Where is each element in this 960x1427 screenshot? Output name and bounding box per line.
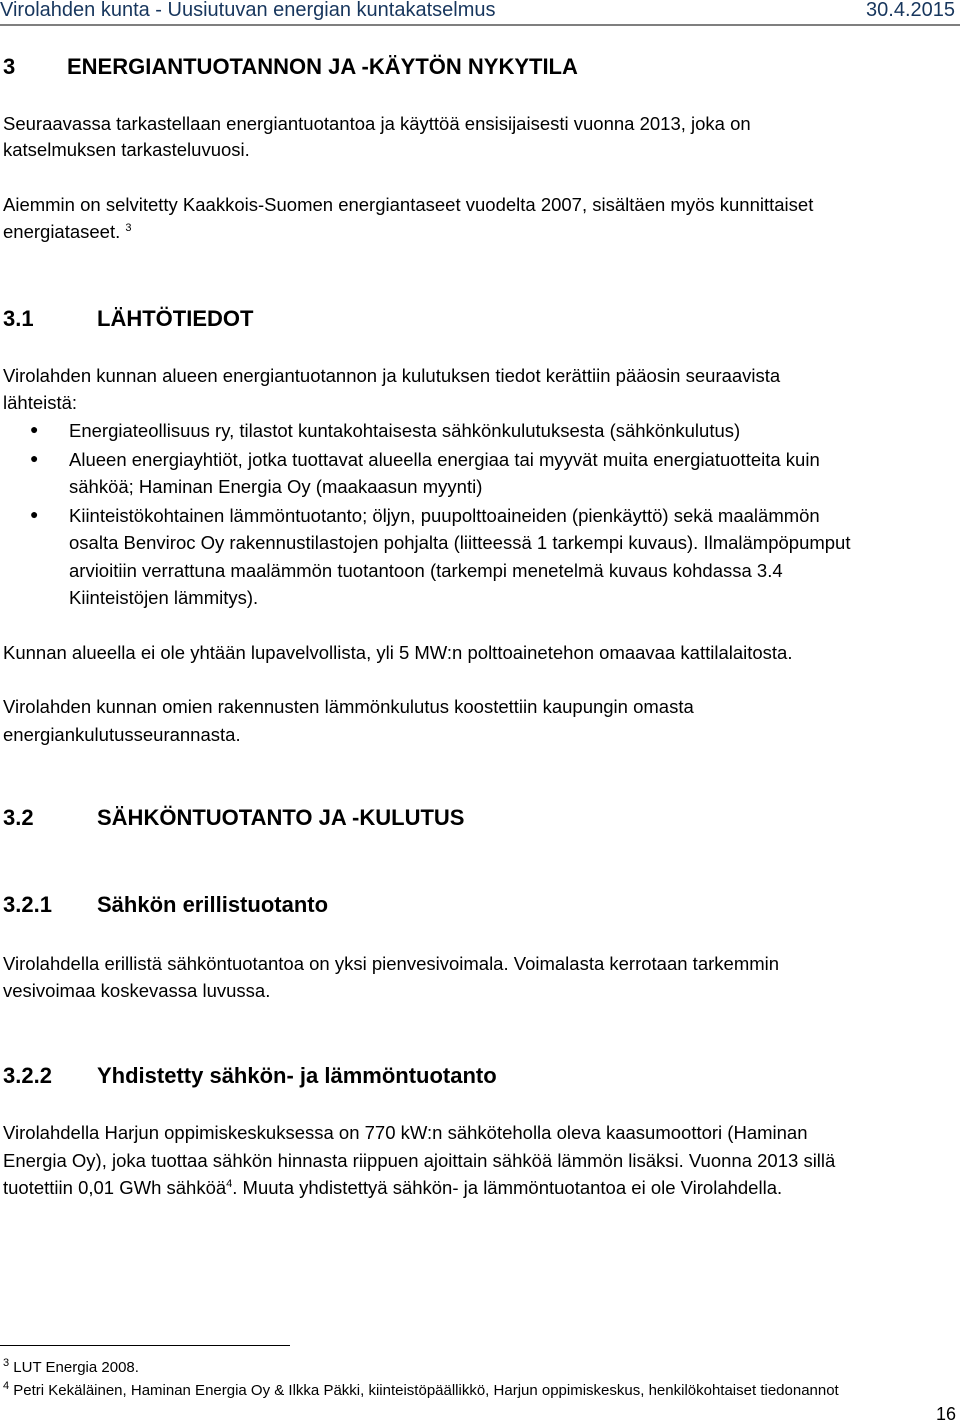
footnote-number: 4 [3, 1380, 10, 1392]
paragraph-line: Aiemmin on selvitetty Kaakkois-Suomen energiantaseet vuodelta 2007, sisältäen myös kunnittaiset [3, 194, 814, 215]
paragraph-line: Virolahdella erillistä sähköntuotantoa on yksi pienvesivoimala. Voimalasta kerrotaan tarkemmin [3, 953, 780, 974]
subsection-title: LÄHTÖTIEDOT [97, 306, 254, 331]
footnote-separator [0, 1345, 290, 1346]
paragraph-line-with-footnote [3, 1174, 782, 1202]
paragraph-line: katselmuksen tarkasteluvuosi. [3, 139, 250, 160]
paragraph-text: energiataseet. [3, 221, 121, 242]
bullet-icon: ● [30, 506, 39, 522]
paragraph-line: Virolahden kunnan omien rakennusten lämmönkulutus koostettiin kaupungin omasta [3, 696, 694, 717]
paragraph-text: . Muuta yhdistettyä sähkön- ja lämmöntuotantoa ei ole Virolahdella. [232, 1177, 783, 1198]
paragraph-line: vesivoimaa koskevassa luvussa. [3, 980, 271, 1001]
bullet-icon: ● [30, 450, 39, 466]
subsubsection-title: Yhdistetty sähkön- ja lämmöntuotanto [97, 1063, 497, 1088]
list-item-continued: sähköä; Haminan Energia Oy (maakaasun myynti) [69, 476, 483, 497]
subsection-title: SÄHKÖNTUOTANTO JA -KULUTUS [97, 805, 465, 830]
list-item: Energiateollisuus ry, tilastot kuntakohtaisesta sähkönkulutuksesta (sähkönkulutus) [69, 420, 741, 441]
footnote-text: Petri Kekäläinen, Haminan Energia Oy & Ilkka Päkki, kiinteistöpäällikkö, Harjun oppimiskeskus, henkilökohtaiset tiedonannot [9, 1382, 839, 1399]
paragraph-line: Energia Oy), joka tuottaa sähkön hinnasta riippuen ajoittain sähköä lämmön lisäksi. Vuonna 2013 sillä [3, 1150, 836, 1171]
paragraph-line: Kunnan alueella ei ole yhtään lupavelvollista, yli 5 MW:n polttoainetehon omaavaa kattilalaitosta. [3, 642, 793, 663]
subsubsection-title: Sähkön erillistuotanto [97, 892, 329, 917]
list-item: Kiinteistökohtainen lämmöntuotanto; öljyn, puupolttoaineiden (pienkäyttö) sekä maalämmön [69, 505, 820, 526]
paragraph-line: Virolahden kunnan alueen energiantuotannon ja kulutuksen tiedot kerättiin pääosin seuraavista [3, 365, 781, 386]
running-header-date: 30.4.2015 [866, 0, 955, 21]
header-rule [0, 24, 960, 26]
subsection-number: 3.2 [3, 805, 34, 830]
subsection-number: 3.1 [3, 306, 34, 331]
footnote-4 [3, 1381, 839, 1401]
list-item-continued: osalta Benviroc Oy rakennustilastojen pohjalta (liitteessä 1 tarkempi kuvaus). Ilmalämpöpumput [69, 532, 851, 553]
section-title: ENERGIANTUOTANNON JA -KÄYTÖN NYKYTILA [67, 54, 578, 79]
footnote-ref[interactable]: 4 [226, 1177, 233, 1190]
section-number: 3 [3, 54, 16, 79]
running-header-title: Virolahden kunta - Uusiutuvan energian kuntakatselmus [0, 0, 496, 21]
paragraph-text: tuotettiin 0,01 GWh sähköä [3, 1177, 227, 1198]
footnote-3 [3, 1358, 139, 1378]
footnote-ref[interactable]: 3 [125, 221, 132, 234]
footnote-number: 3 [3, 1357, 10, 1369]
paragraph-line: Virolahdella Harjun oppimiskeskuksessa on 770 kW:n sähköteholla oleva kaasumoottori (Haminan [3, 1122, 808, 1143]
paragraph-line: energiankulutusseurannasta. [3, 724, 241, 745]
paragraph-line: Seuraavassa tarkastellaan energiantuotantoa ja käyttöä ensisijaisesti vuonna 2013, joka on [3, 113, 751, 134]
paragraph-line: lähteistä: [3, 392, 78, 413]
list-item: Alueen energiayhtiöt, jotka tuottavat alueella energiaa tai myyvät muita energiatuotteita kuin [69, 449, 820, 470]
list-item-continued: Kiinteistöjen lämmitys). [69, 587, 259, 608]
subsubsection-number: 3.2.2 [3, 1063, 52, 1088]
paragraph-line-with-footnote [3, 218, 132, 246]
subsubsection-number: 3.2.1 [3, 892, 52, 917]
list-item-continued: arvioitiin verrattuna maalämmön tuotantoon (tarkempi menetelmä kuvaus kohdassa 3.4 [69, 560, 783, 581]
bullet-icon: ● [30, 421, 39, 437]
footnote-text: LUT Energia 2008. [9, 1359, 139, 1376]
page-number: 16 [935, 1404, 956, 1424]
